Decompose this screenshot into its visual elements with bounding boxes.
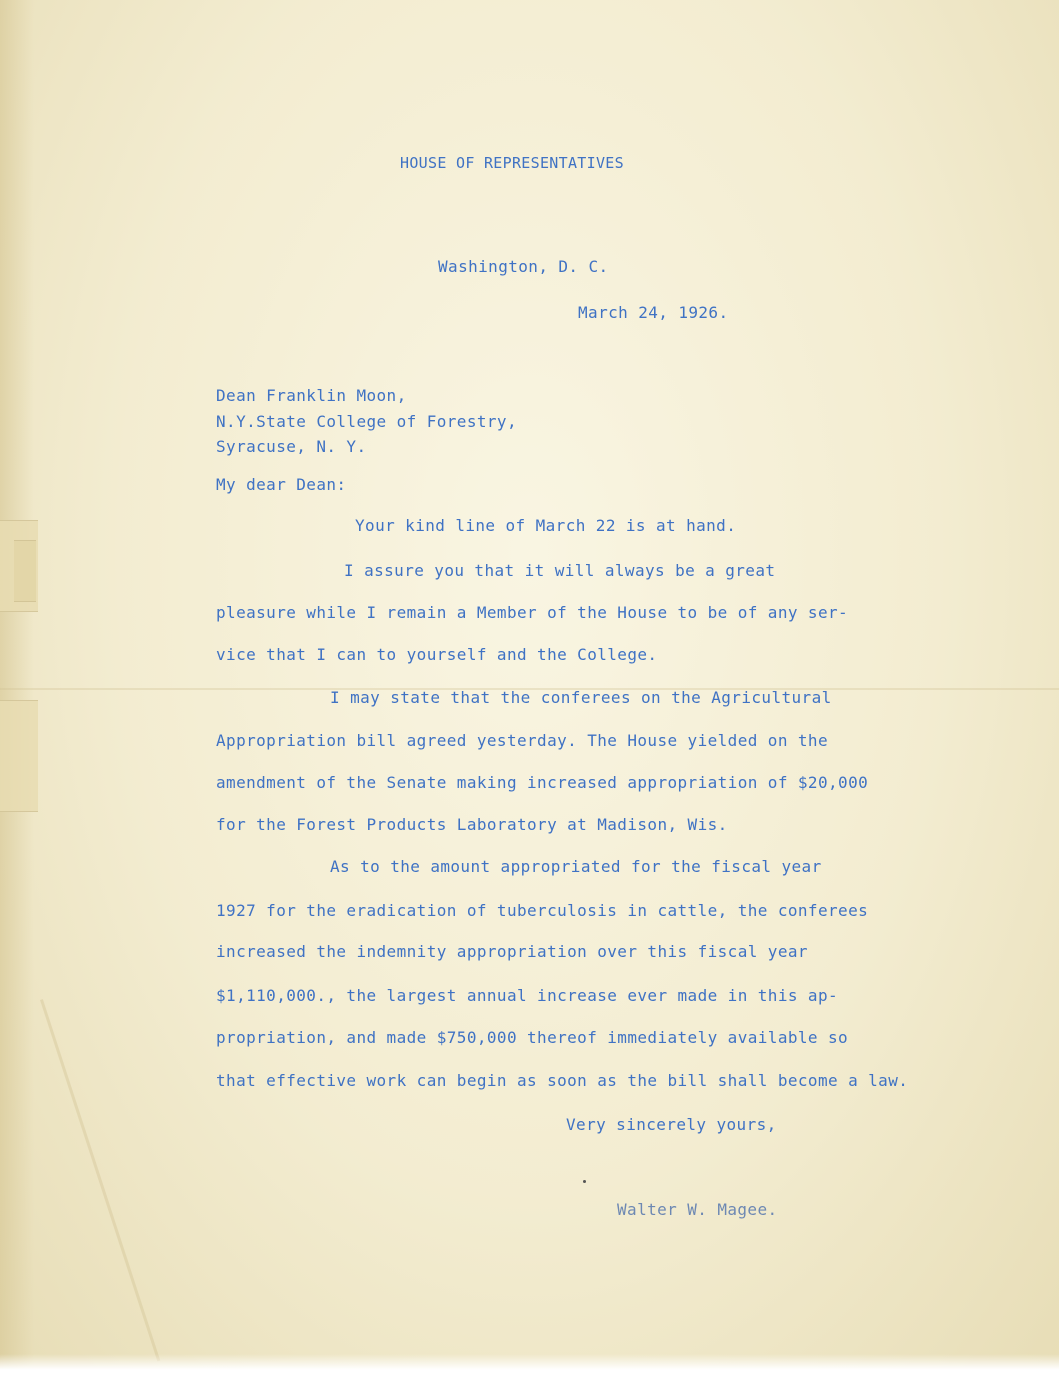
dateline-date: March 24, 1926. [578, 303, 729, 322]
paper-left-edge-shadow [0, 0, 34, 1380]
body-line: increased the indemnity appropriation over this fiscal year [216, 942, 808, 961]
tape-strip [0, 700, 38, 812]
recipient-institution: N.Y.State College of Forestry, [216, 412, 517, 431]
body-line: pleasure while I remain a Member of the House to be of any ser- [216, 603, 849, 622]
torn-bottom-edge [0, 1354, 1059, 1380]
complimentary-close: Very sincerely yours, [566, 1115, 777, 1134]
body-line: amendment of the Senate making increased appropriation of $20,000 [216, 773, 869, 792]
body-line: As to the amount appropriated for the fiscal year [330, 857, 822, 876]
recipient-city: Syracuse, N. Y. [216, 437, 367, 456]
dateline-place: Washington, D. C. [438, 257, 609, 276]
signature-name: Walter W. Magee. [617, 1200, 778, 1219]
recipient-name: Dean Franklin Moon, [216, 386, 407, 405]
body-line: 1927 for the eradication of tuberculosis in cattle, the conferees [216, 901, 869, 920]
body-line: I may state that the conferees on the Agricultural [330, 688, 832, 707]
tape-strip [14, 540, 36, 602]
body-line: vice that I can to yourself and the College. [216, 645, 658, 664]
body-line: Your kind line of March 22 is at hand. [355, 516, 737, 535]
body-line: I assure you that it will always be a great [344, 561, 776, 580]
body-line: Appropriation bill agreed yesterday. The House yielded on the [216, 731, 829, 750]
body-line: for the Forest Products Laboratory at Madison, Wis. [216, 815, 728, 834]
body-line: that effective work can begin as soon as the bill shall become a law. [216, 1071, 909, 1090]
letterhead: HOUSE OF REPRESENTATIVES [400, 154, 624, 172]
ink-speck [583, 1180, 586, 1183]
body-line: $1,110,000., the largest annual increase ever made in this ap- [216, 986, 839, 1005]
body-line: propriation, and made $750,000 thereof immediately available so [216, 1028, 849, 1047]
salutation: My dear Dean: [216, 475, 347, 494]
